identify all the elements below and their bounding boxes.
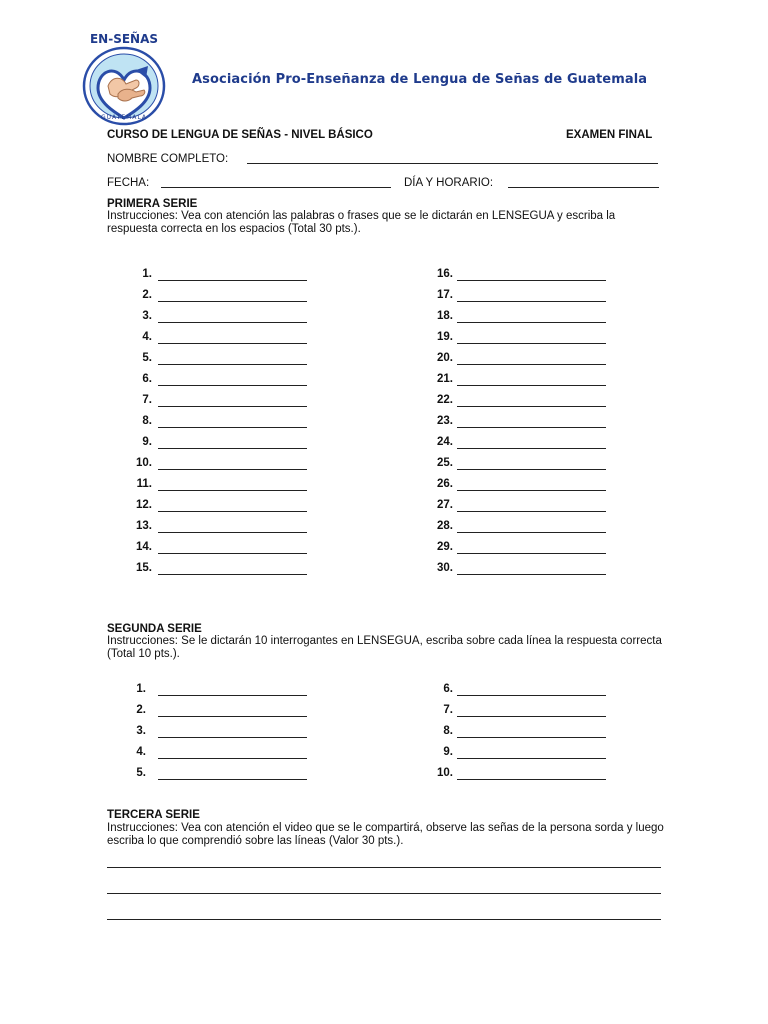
answer-blank[interactable]	[457, 364, 606, 365]
answer-blank[interactable]	[457, 532, 606, 533]
answer-line[interactable]	[107, 893, 661, 894]
answer-blank[interactable]	[457, 280, 606, 281]
series2-title: SEGUNDA SERIE	[107, 623, 202, 635]
item-number: 13.	[136, 520, 152, 532]
answer-blank[interactable]	[158, 406, 307, 407]
item-number: 15.	[136, 562, 152, 574]
item-number: 4.	[136, 746, 146, 758]
item-number: 25.	[437, 457, 453, 469]
answer-blank[interactable]	[457, 779, 606, 780]
item-number: 28.	[437, 520, 453, 532]
answer-blank[interactable]	[158, 553, 307, 554]
series3-instructions: Instrucciones: Vea con atención el video que se le compartirá, observe las señas de la persona sorda y luego escriba lo que comprendió sobre las líneas (Valor 30 pts.).	[107, 822, 664, 847]
series1-title: PRIMERA SERIE	[107, 198, 198, 210]
date-label: FECHA:	[107, 177, 150, 189]
exam-type: EXAMEN FINAL	[566, 129, 653, 141]
item-number: 11.	[136, 478, 152, 490]
item-number: 18.	[437, 310, 453, 322]
answer-blank[interactable]	[158, 490, 307, 491]
schedule-label: DÍA Y HORARIO:	[404, 177, 494, 189]
name-field[interactable]	[247, 163, 658, 164]
item-number: 30.	[437, 562, 453, 574]
answer-blank[interactable]	[158, 574, 307, 575]
item-number: 5.	[136, 767, 146, 779]
logo-text-top: EN-SEÑAS	[89, 32, 159, 46]
answer-blank[interactable]	[158, 364, 307, 365]
answer-blank[interactable]	[457, 385, 606, 386]
item-number: 3.	[136, 725, 146, 737]
item-number: 3.	[142, 310, 152, 322]
item-number: 8.	[443, 725, 453, 737]
item-number: 22.	[437, 394, 453, 406]
item-number: 14.	[136, 541, 152, 553]
answer-blank[interactable]	[457, 574, 606, 575]
answer-blank[interactable]	[158, 469, 307, 470]
answer-blank[interactable]	[457, 427, 606, 428]
item-number: 23.	[437, 415, 453, 427]
series2-instructions: Instrucciones: Se le dictarán 10 interrogantes en LENSEGUA, escriba sobre cada línea la respuesta correcta (Total 10 pts.).	[107, 635, 662, 660]
series1-instructions: Instrucciones: Vea con atención las palabras o frases que se le dictarán en LENSEGUA y escriba la respuesta correcta en los espacios (Total 30 pts.).	[107, 210, 616, 235]
answer-blank[interactable]	[158, 779, 307, 780]
name-label: NOMBRE COMPLETO:	[107, 153, 229, 165]
answer-blank[interactable]	[457, 716, 606, 717]
answer-blank[interactable]	[457, 469, 606, 470]
item-number: 6.	[443, 683, 453, 695]
answer-blank[interactable]	[158, 758, 307, 759]
item-number: 1.	[136, 683, 146, 695]
item-number: 1.	[142, 268, 152, 280]
answer-blank[interactable]	[457, 322, 606, 323]
logo-text-bottom: GUATEMALA	[100, 114, 147, 121]
item-number: 10.	[437, 767, 453, 779]
item-number: 12.	[136, 499, 152, 511]
answer-blank[interactable]	[457, 511, 606, 512]
item-number: 2.	[136, 704, 146, 716]
item-number: 27.	[437, 499, 453, 511]
item-number: 9.	[142, 436, 152, 448]
item-number: 17.	[437, 289, 453, 301]
item-number: 29.	[437, 541, 453, 553]
answer-blank[interactable]	[158, 322, 307, 323]
answer-blank[interactable]	[158, 532, 307, 533]
schedule-field[interactable]	[508, 187, 659, 188]
item-number: 10.	[136, 457, 152, 469]
answer-blank[interactable]	[457, 695, 606, 696]
answer-blank[interactable]	[158, 737, 307, 738]
item-number: 20.	[437, 352, 453, 364]
item-number: 7.	[142, 394, 152, 406]
answer-blank[interactable]	[457, 448, 606, 449]
course-title: CURSO DE LENGUA DE SEÑAS - NIVEL BÁSICO	[107, 129, 373, 141]
item-number: 21.	[437, 373, 453, 385]
item-number: 5.	[142, 352, 152, 364]
item-number: 6.	[142, 373, 152, 385]
answer-blank[interactable]	[158, 280, 307, 281]
answer-blank[interactable]	[158, 511, 307, 512]
answer-blank[interactable]	[158, 301, 307, 302]
series3-title: TERCERA SERIE	[107, 809, 200, 821]
answer-blank[interactable]	[457, 737, 606, 738]
item-number: 2.	[142, 289, 152, 301]
answer-blank[interactable]	[158, 427, 307, 428]
item-number: 19.	[437, 331, 453, 343]
answer-blank[interactable]	[158, 448, 307, 449]
answer-blank[interactable]	[457, 553, 606, 554]
item-number: 24.	[437, 436, 453, 448]
answer-line[interactable]	[107, 919, 661, 920]
answer-blank[interactable]	[158, 343, 307, 344]
answer-blank[interactable]	[457, 343, 606, 344]
answer-blank[interactable]	[158, 385, 307, 386]
answer-blank[interactable]	[158, 716, 307, 717]
item-number: 4.	[142, 331, 152, 343]
answer-blank[interactable]	[457, 406, 606, 407]
answer-blank[interactable]	[457, 301, 606, 302]
item-number: 8.	[142, 415, 152, 427]
answer-blank[interactable]	[457, 490, 606, 491]
item-number: 26.	[437, 478, 453, 490]
item-number: 7.	[443, 704, 453, 716]
organization-title: Asociación Pro-Enseñanza de Lengua de Señas de Guatemala	[192, 72, 648, 87]
answer-line[interactable]	[107, 867, 661, 868]
date-field[interactable]	[161, 187, 391, 188]
item-number: 16.	[437, 268, 453, 280]
organization-logo	[78, 32, 170, 128]
item-number: 9.	[443, 746, 453, 758]
answer-blank[interactable]	[158, 695, 307, 696]
answer-blank[interactable]	[457, 758, 606, 759]
